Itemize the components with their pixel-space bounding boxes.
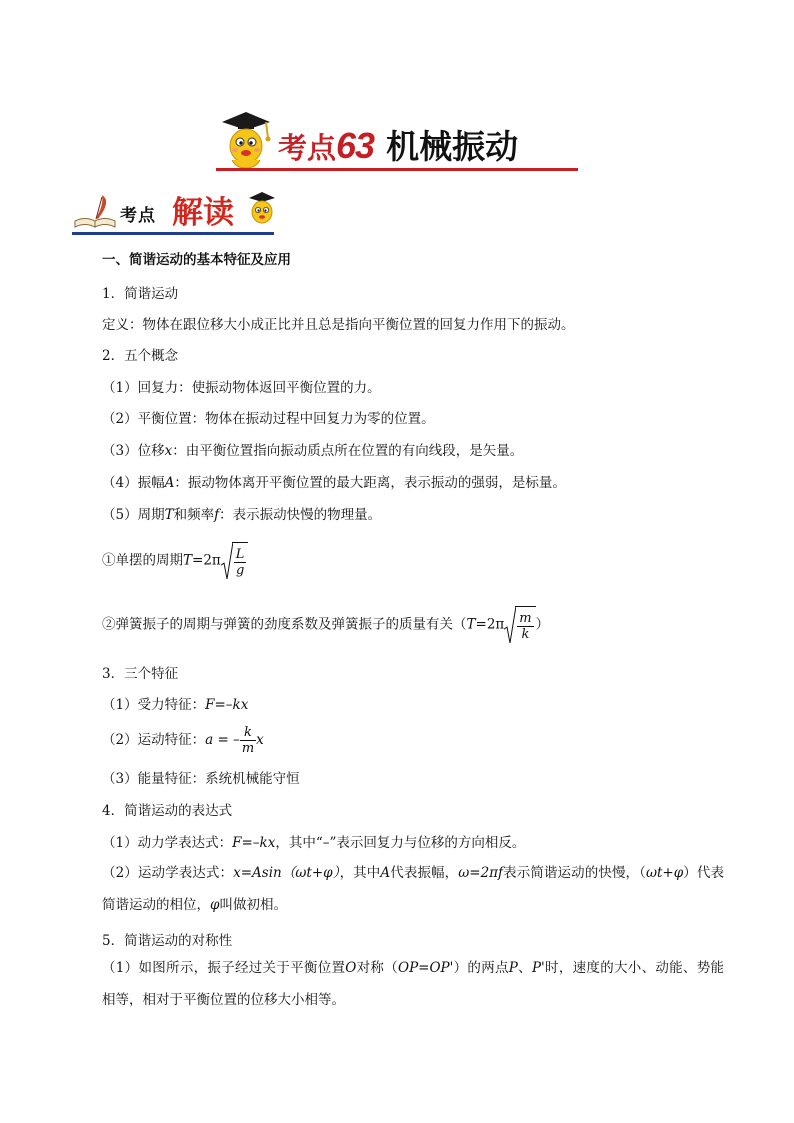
e1-label: （1）动力学表达式： — [102, 835, 233, 851]
s5-text-2: 对称（ — [356, 960, 399, 976]
c4-label: （4）振幅 — [102, 475, 165, 491]
spring-text: ②弹簧振子的周期与弹簧的劲度系数及弹簧振子的质量有关（ — [102, 616, 467, 633]
s5-sep: 、 — [517, 960, 532, 976]
c3-label: （3）位移 — [102, 443, 165, 459]
title-underline — [216, 168, 578, 171]
pendulum-period-line — [102, 542, 248, 580]
spring-sqrt — [504, 606, 535, 644]
banner-label-jiedu: 解读 — [172, 195, 234, 231]
title-number: 63 — [336, 125, 375, 166]
s3-feature-1 — [102, 694, 248, 716]
graduate-mascot-small-icon — [246, 189, 278, 227]
s2-concept-4 — [102, 472, 566, 494]
s3-feature-3: （3）能量特征：系统机械能守恒 — [102, 771, 300, 787]
s5-text-3: ）的两点 — [453, 960, 509, 976]
spring-period-line — [102, 606, 549, 644]
book-quill-icon — [72, 191, 118, 231]
c5-mid: 和频率 — [173, 507, 215, 523]
pendulum-sqrt — [221, 542, 249, 580]
s5-text-1: （1）如图所示，振子经过关于平衡位置 — [102, 960, 346, 976]
f1-label: （1）受力特征： — [102, 697, 206, 713]
s2-concept-5 — [102, 504, 381, 526]
s5-text-4: 时，速度的大小、动能、势能相等，相对于平衡位置的位移大小相等。 — [102, 960, 725, 1008]
radical-icon — [504, 606, 516, 644]
page-title — [278, 126, 518, 173]
s3-heading: 3．三个特征 — [102, 666, 179, 682]
c5-label: （5）周期 — [102, 507, 165, 523]
c5-variable-T: T — [164, 507, 174, 523]
s1-definition: 定义：物体在跟位移大小成正比并且总是指向平衡位置的回复力作用下的振动。 — [102, 317, 575, 333]
c4-text: ：振动物体离开平衡位置的最大距离，表示振动的强弱，是标量。 — [174, 475, 566, 491]
pendulum-numerator: L — [235, 547, 245, 562]
title-prefix: 考点 — [278, 131, 337, 165]
s4-heading: 4．简谐运动的表达式 — [102, 803, 233, 819]
s5-op: OP=OP' — [398, 960, 454, 976]
s5-O: O — [345, 960, 357, 976]
section-banner — [72, 185, 290, 237]
e2-text-1: ，其中 — [339, 865, 381, 881]
s4-expression-2 — [102, 857, 724, 921]
f2-numerator: k — [244, 725, 252, 740]
f2-x: x — [256, 732, 264, 748]
f1-formula: F=–kx — [205, 697, 249, 713]
s2-concept-2: （2）平衡位置：物体在振动过程中回复力为零的位置。 — [102, 411, 435, 427]
e2-formula: x=Asin（ωt+φ） — [233, 865, 340, 881]
spring-denominator: k — [517, 626, 533, 642]
e2-phase: ωt+φ — [646, 865, 684, 881]
pendulum-denominator: g — [234, 562, 247, 578]
f2-label: （2）运动特征： — [102, 732, 206, 748]
f2-lhs: a — [205, 732, 214, 748]
spring-T: T — [466, 616, 476, 633]
c5-text: ：表示振动快慢的物理量。 — [219, 507, 382, 523]
e2-phi: φ — [210, 897, 220, 913]
s2-heading: 2．五个概念 — [102, 348, 179, 364]
e2-omega: ω=2πf — [458, 865, 504, 881]
f2-denominator: m — [241, 741, 255, 756]
title-main: 机械振动 — [386, 127, 519, 166]
pendulum-T: T — [183, 552, 193, 569]
s3-feature-2 — [102, 722, 264, 758]
spring-eq: =2π — [475, 616, 505, 633]
s5-heading: 5．简谐运动的对称性 — [102, 933, 233, 949]
e2-text-5: 叫做初相。 — [219, 897, 287, 913]
spring-close-paren: ） — [535, 616, 550, 633]
e2-A: A — [380, 865, 391, 881]
f2-eq: = – — [213, 732, 240, 748]
e1-formula: F=–kx — [232, 835, 276, 851]
s5-P2: P' — [531, 960, 545, 976]
graduate-mascot-icon — [216, 108, 274, 170]
s1-heading: 1．简谐运动 — [102, 286, 179, 302]
e2-text-3: 表示简谐运动的快慢，（ — [503, 865, 646, 881]
s5-P: P — [508, 960, 518, 976]
banner-underline — [72, 232, 274, 235]
s5-paragraph-1 — [102, 952, 724, 1016]
pendulum-eq: =2π — [192, 552, 221, 569]
e2-text-2: 代表振幅， — [390, 865, 459, 881]
section-heading: 一、简谐运动的基本特征及应用 — [102, 252, 291, 268]
s2-concept-1: （1）回复力：使振动物体返回平衡位置的力。 — [102, 380, 381, 396]
page-title-block — [216, 108, 578, 174]
banner-label-kaodian: 考点 — [120, 206, 156, 226]
pendulum-text: ①单摆的周期 — [102, 552, 183, 569]
c3-text: ：由平衡位置指向振动质点所在位置的有向线段，是矢量。 — [172, 443, 524, 459]
c4-variable: A — [164, 475, 175, 491]
e2-text-4: ）代表简谐运动的相位， — [102, 865, 725, 913]
s4-expression-1 — [102, 832, 525, 854]
c3-variable: x — [164, 443, 173, 459]
c5-variable-f: f — [214, 507, 220, 523]
e2-label: （2）运动学表达式： — [102, 865, 234, 881]
radical-icon — [221, 542, 233, 580]
s2-concept-3 — [102, 440, 523, 462]
e1-text: ，其中“–”表示回复力与位移的方向相反。 — [275, 835, 526, 851]
spring-numerator: m — [519, 611, 532, 626]
